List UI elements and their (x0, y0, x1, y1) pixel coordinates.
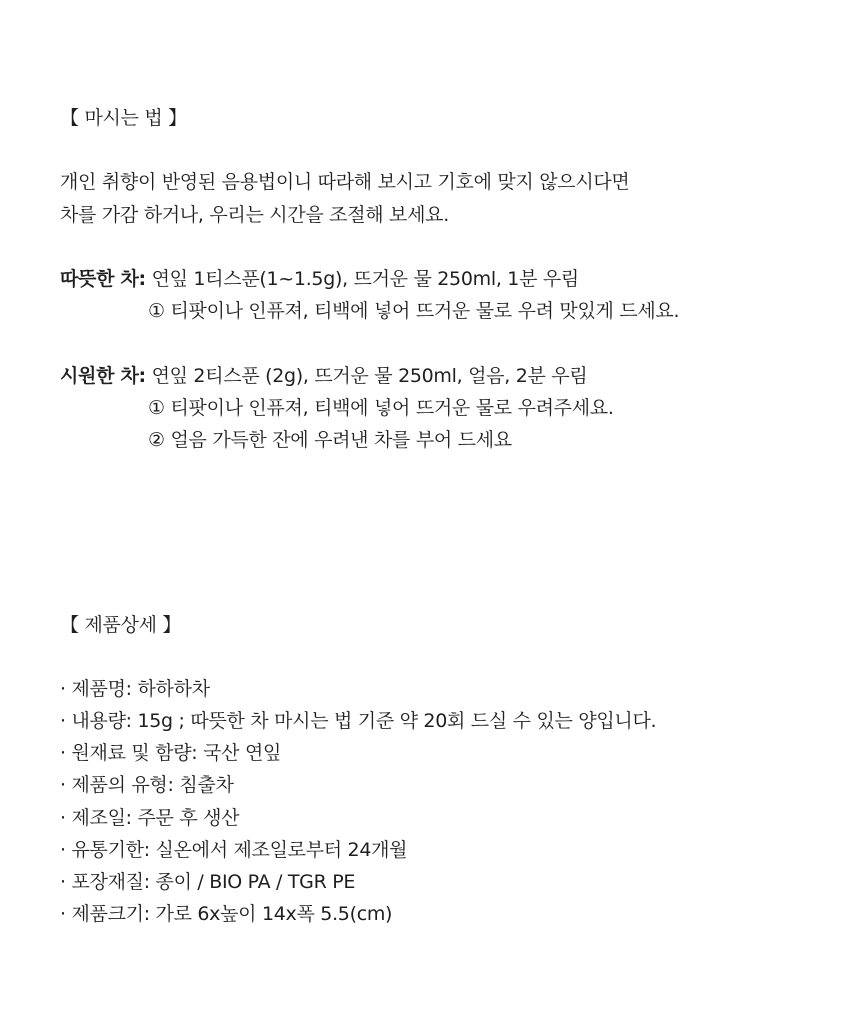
warm-tea-recipe: 연잎 1티스푼(1~1.5g), 뜨거운 물 250ml, 1분 우림 (145, 268, 579, 290)
detail-item: · 원재료 및 함량: 국산 연잎 (60, 742, 282, 764)
warm-tea-step-1: ① 티팟이나 인퓨져, 티백에 넣어 뜨거운 물로 우려 맛있게 드세요. (148, 300, 680, 322)
cold-tea-step-2: ② 얼음 가득한 잔에 우려낸 차를 부어 드세요 (148, 429, 512, 451)
howto-heading: 【 마시는 법 】 (60, 107, 187, 129)
cold-tea-step-1: ① 티팟이나 인퓨져, 티백에 넣어 뜨거운 물로 우려주세요. (148, 397, 614, 419)
intro-text-line-1: 개인 취향이 반영된 음용법이니 따라해 보시고 기호에 맞지 않으시다면 (60, 171, 630, 193)
detail-item: · 포장재질: 종이 / BIO PA / TGR PE (60, 871, 356, 893)
cold-tea-line (60, 363, 587, 389)
detail-item: · 유통기한: 실온에서 제조일로부터 24개월 (60, 839, 408, 861)
intro-text-line-2: 차를 가감 하거나, 우리는 시간을 조절해 보세요. (60, 204, 449, 226)
cold-tea-label: 시원한 차: (60, 365, 146, 387)
detail-item: · 제조일: 주문 후 생산 (60, 807, 240, 829)
warm-tea-label: 따뜻한 차: (60, 268, 146, 290)
details-heading: 【 제품상세 】 (60, 614, 182, 636)
cold-tea-recipe: 연잎 2티스푼 (2g), 뜨거운 물 250ml, 얼음, 2분 우림 (145, 365, 588, 387)
detail-item: · 제품명: 하하하차 (60, 678, 210, 700)
detail-item: · 내용량: 15g ; 따뜻한 차 마시는 법 기준 약 20회 드실 수 있는 양입니다. (60, 710, 657, 732)
detail-item: · 제품의 유형: 침출차 (60, 774, 234, 796)
detail-item: · 제품크기: 가로 6x높이 14x폭 5.5(cm) (60, 903, 393, 925)
warm-tea-line (60, 266, 579, 292)
